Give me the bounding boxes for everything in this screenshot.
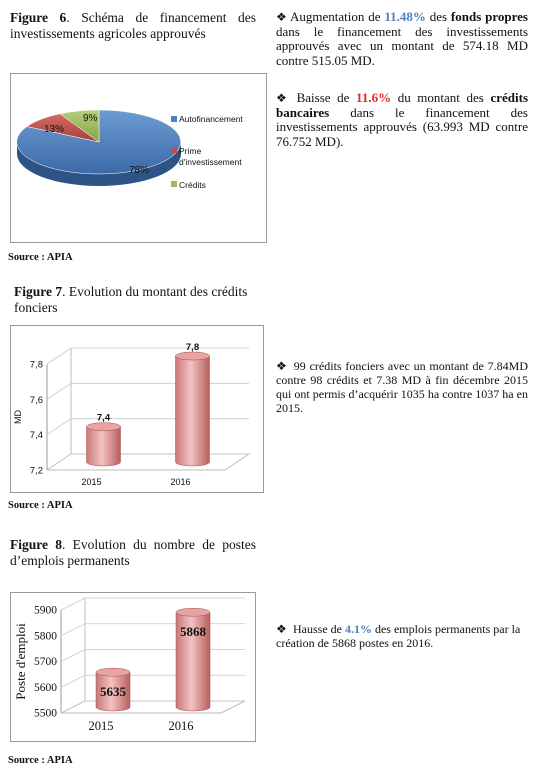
figure-6-label: Figure 6	[10, 10, 67, 25]
bullet-credits-fonciers: ❖ 99 crédits fonciers avec un montant de 7.84MD contre 98 crédits et 7.38 MD à fin décembre 2015 qui ont permis d’acquérir 1035 ha contre 1037 ha en 2015.	[276, 359, 528, 415]
gridline	[47, 383, 249, 399]
figure-6-source: Source : APIA	[8, 252, 73, 263]
bar-top-2015	[96, 668, 130, 676]
legend-swatch-credits	[171, 181, 177, 187]
axis-wall	[47, 348, 71, 470]
figure-7-source: Source : APIA	[8, 500, 73, 511]
y-tick-label: 7,8	[29, 359, 43, 371]
gridline	[47, 454, 249, 470]
figure-7-caption	[14, 284, 250, 316]
x-tick-label: 2016	[170, 477, 191, 487]
figure-6-caption-text: . Schéma de financement des investissements agricoles approuvés	[10, 10, 256, 41]
x-tick-label: 2015	[88, 719, 114, 733]
figure-6-chart	[10, 73, 267, 243]
pie-label-78: 78%	[129, 165, 150, 176]
axis-floor	[61, 701, 245, 713]
bar-value-label: 5635	[100, 684, 126, 700]
bar-top-2016	[176, 352, 210, 360]
figure-8-source: Source : APIA	[8, 755, 73, 766]
bullet-credits-bancaires: ❖ Baisse de 11.6% du montant des crédits bancaires dans le financement des investissements approuvés (63.993 MD contre 76.752 MD).	[276, 90, 529, 149]
gridline	[61, 701, 245, 713]
bar-2016	[176, 356, 210, 466]
figure-7-label: Figure 7	[14, 284, 63, 299]
legend-label-prime: Prime	[179, 146, 202, 156]
bar-value-label: 7,8	[185, 342, 200, 353]
figure-8-label: Figure 8	[10, 537, 62, 552]
bar-2015	[87, 427, 121, 466]
y-axis-title: MD	[13, 410, 23, 424]
bullet-diamond-icon: ❖	[276, 359, 287, 373]
gridline	[61, 624, 245, 636]
y-tick-label: 7,6	[29, 394, 43, 406]
bar-top-2015	[87, 423, 121, 431]
legend-swatch-prime	[171, 147, 177, 153]
legend-label-autofinancement: Autofinancement	[179, 114, 243, 124]
pie-chart-svg	[11, 74, 266, 242]
legend-label-investissement: d'investissement	[179, 157, 242, 167]
gridline	[61, 598, 245, 610]
y-axis-title: Poste d'emploi	[13, 623, 28, 700]
pie-label-13: 13%	[44, 124, 65, 135]
gridline	[47, 419, 249, 435]
bullet-diamond-icon: ❖	[276, 91, 287, 105]
x-tick-label: 2015	[81, 477, 102, 487]
figure-6-caption	[10, 10, 256, 42]
axis-floor	[47, 454, 249, 470]
figure-8-caption-text: . Evolution du nombre de postes d’emplois permanents	[10, 537, 256, 568]
gridline	[61, 675, 245, 687]
figure-7-chart	[10, 325, 264, 493]
bar-top-2016	[176, 608, 210, 616]
bar-value-label: 7,4	[96, 412, 111, 424]
gridline	[47, 348, 249, 364]
bullet-emplois-permanents: ❖ Hausse de 4.1% des emplois permanents par la création de 5868 postes en 2016.	[276, 622, 521, 650]
legend-swatch-autofinancement	[171, 116, 177, 122]
bar-chart-7-svg	[11, 326, 263, 492]
x-tick-label: 2016	[168, 719, 194, 733]
bar-chart-8-svg	[11, 593, 255, 741]
figure-8-caption	[10, 537, 256, 569]
bullet-fonds-propres: ❖ Augmentation de 11.48% des fonds propres dans le financement des investissements approuvés avec un montant de 574.18 MD contre 515.05 MD.	[276, 9, 528, 68]
figure-8-chart	[10, 592, 256, 742]
pie-label-9: 9%	[83, 113, 98, 124]
y-tick-label: 5700	[34, 656, 57, 668]
bar-value-label: 5868	[180, 624, 206, 640]
gridline	[61, 650, 245, 662]
figure-7-caption-text: . Evolution du montant des crédits fonciers	[14, 284, 248, 315]
bullet-diamond-icon: ❖	[276, 10, 287, 24]
y-tick-label: 5500	[34, 707, 57, 720]
bullet-diamond-icon: ❖	[276, 622, 287, 636]
legend-label-credits: Crédits	[179, 180, 206, 190]
y-tick-label: 5900	[34, 604, 57, 617]
y-tick-label: 5600	[34, 681, 57, 694]
y-tick-label: 5800	[34, 630, 57, 643]
pie-legend	[171, 114, 243, 190]
y-tick-label: 7,2	[29, 465, 43, 477]
y-tick-label: 7,4	[29, 430, 43, 442]
